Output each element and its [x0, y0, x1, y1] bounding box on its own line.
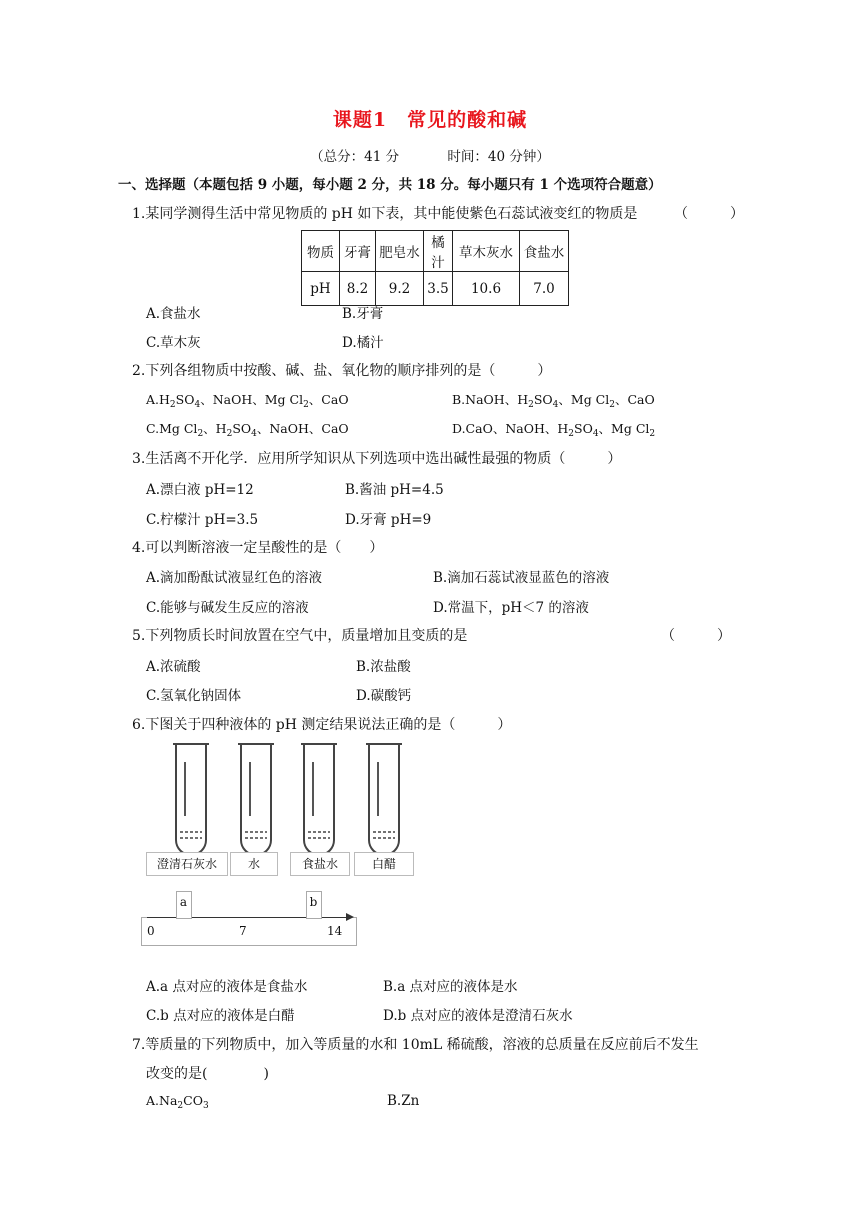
option-d: D.碳酸钙 — [356, 688, 412, 704]
page-title: 课题1 常见的酸和碱 — [332, 109, 528, 131]
table-cell: 物质 — [302, 231, 340, 272]
option-d: D.牙膏 pH=9 — [345, 512, 432, 528]
option-d: D.CaO、NaOH、$H_2SO_4$、Mg $Cl_2$ — [452, 421, 656, 439]
question-2-stem: 2.下列各组物质中按酸、碱、盐、氧化物的顺序排列的是（ ） — [132, 363, 552, 379]
tick-label-7: 7 — [239, 924, 247, 938]
exam-meta — [0, 145, 860, 165]
tube-label: 食盐水 — [290, 852, 350, 876]
option-b: B.酱油 pH=4.5 — [345, 482, 444, 498]
table-cell: 10.6 — [453, 272, 520, 306]
time-limit: 时间：40 分钟） — [447, 149, 550, 165]
option-b: B.牙膏 — [342, 306, 384, 322]
scale-frame — [141, 917, 357, 946]
tick-label-0: 0 — [147, 924, 155, 938]
question-1-stem: 1.某同学测得生活中常见物质的 pH 如下表，其中能使紫色石蕊试液变红的物质是 — [132, 206, 638, 222]
table-row — [302, 272, 569, 306]
option-d: D.常温下，pH＜7 的溶液 — [433, 600, 589, 616]
table-cell: pH — [302, 272, 340, 306]
question-3-stem: 3.生活离不开化学．应用所学知识从下列选项中选出碱性最强的物质（ ） — [132, 451, 622, 467]
answer-paren: （ ） — [661, 628, 731, 644]
option-a: A.滴加酚酞试液显红色的溶液 — [146, 570, 323, 586]
option-c: C.草木灰 — [146, 335, 201, 351]
option-a: $A.H_2SO_4$、NaOH、Mg $Cl_2$、CaO — [146, 392, 349, 410]
table-cell: 9.2 — [376, 272, 424, 306]
test-tube — [238, 744, 274, 855]
tube-label: 澄清石灰水 — [146, 852, 228, 876]
option-d: D.橘汁 — [342, 335, 384, 351]
question-5-stem: 5.下列物质长时间放置在空气中，质量增加且变质的是 — [132, 628, 468, 644]
table-cell: 橘汁 — [424, 231, 453, 272]
option-a: A.食盐水 — [146, 306, 201, 322]
question-7-stem-cont: 改变的是( ) — [146, 1066, 269, 1082]
table-cell: 食盐水 — [520, 231, 569, 272]
tube-label: 水 — [230, 852, 278, 876]
option-c: C.氢氧化钠固体 — [146, 688, 242, 704]
total-score: （总分：41 分 — [310, 149, 400, 165]
option-c: C.能够与碱发生反应的溶液 — [146, 600, 309, 616]
table-cell: 牙膏 — [340, 231, 376, 272]
test-tube — [301, 744, 337, 855]
test-tube — [173, 744, 209, 855]
table-cell: 肥皂水 — [376, 231, 424, 272]
option-a: A.漂白液 pH=12 — [146, 482, 254, 498]
option-c: C.Mg $Cl_2$、$H_2SO_4$、NaOH、CaO — [146, 421, 349, 439]
option-c: C.柠檬汁 pH=3.5 — [146, 512, 259, 528]
answer-paren: （ ） — [674, 206, 744, 222]
table-cell: 7.0 — [520, 272, 569, 306]
table-cell: 草木灰水 — [453, 231, 520, 272]
scale-mark-b: b — [306, 891, 322, 919]
option-b: B.a 点对应的液体是水 — [383, 979, 518, 995]
table-header-row — [302, 231, 569, 272]
option-a: A.浓硫酸 — [146, 659, 201, 675]
question-4-stem: 4.可以判断溶液一定呈酸性的是（ ） — [132, 540, 384, 556]
arrow-icon — [346, 913, 354, 921]
question-6-stem: 6.下图关于四种液体的 pH 测定结果说法正确的是（ ） — [132, 717, 512, 733]
section-heading: 一、选择题（本题包括 9 小题，每小题 2 分，共 18 分。每小题只有 1 个选项符合题意） — [118, 177, 662, 193]
table-cell: 8.2 — [340, 272, 376, 306]
tube-label: 白醋 — [354, 852, 414, 876]
ph-scale-figure — [141, 891, 357, 945]
ph-table — [301, 230, 569, 306]
option-b: B.Zn — [387, 1093, 420, 1109]
option-b: B.NaOH、$H_2SO_4$、Mg $Cl_2$、CaO — [452, 392, 655, 410]
scale-mark-a: a — [176, 891, 192, 919]
option-d: D.b 点对应的液体是澄清石灰水 — [383, 1008, 573, 1024]
option-b: B.浓盐酸 — [356, 659, 411, 675]
table-cell: 3.5 — [424, 272, 453, 306]
test-tube — [366, 744, 402, 855]
option-a: $A.Na_2CO_3$ — [146, 1093, 209, 1111]
option-a: A.a 点对应的液体是食盐水 — [146, 979, 308, 995]
tick-label-14: 14 — [327, 924, 343, 938]
option-b: B.滴加石蕊试液显蓝色的溶液 — [433, 570, 610, 586]
option-c: C.b 点对应的液体是白醋 — [146, 1008, 295, 1024]
question-7-stem: 7.等质量的下列物质中，加入等质量的水和 10mL 稀硫酸，溶液的总质量在反应前后不发生 — [132, 1037, 699, 1053]
